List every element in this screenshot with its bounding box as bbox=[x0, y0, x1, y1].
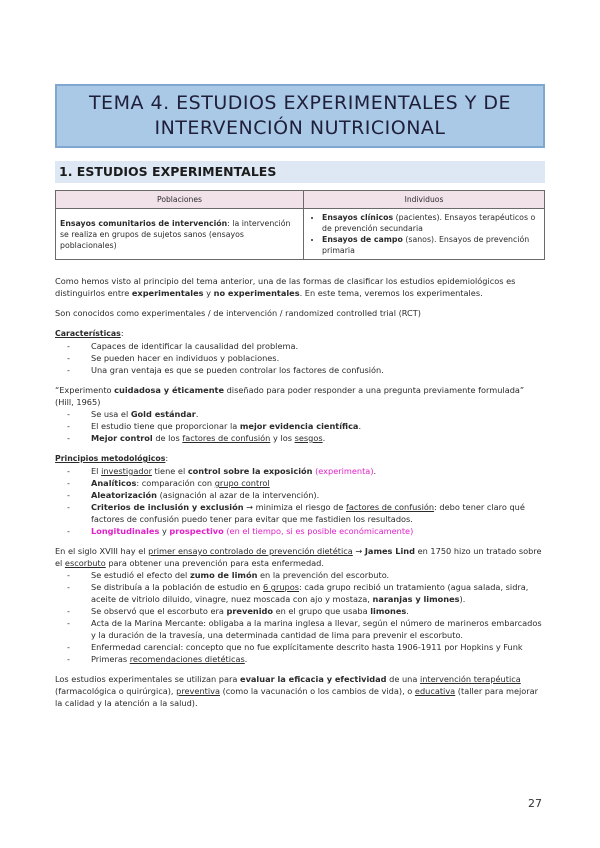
ensayos-campo-label: Ensayos de campo bbox=[322, 235, 403, 244]
list-item bbox=[322, 234, 540, 256]
list-item: - Mejor control de los factores de confusión y los sesgos. bbox=[91, 432, 545, 444]
list-item: - Aleatorización (asignación al azar de la intervención). bbox=[91, 489, 545, 501]
list-item: - Se distribuía a la población de estudio en 6 grupos: cada grupo recibió un tratamiento (agua salada, sidra, aceite de vitriolo diluido, vinagre, nuez moscada con ajo y mostaza, naranjas y limones). bbox=[91, 581, 545, 605]
closing-paragraph: Los estudios experimentales se utilizan para evaluar la eficacia y efectividad de una intervención terapéutica (farmacológica o quirúrgica), preventiva (como la vacunación o los cambios de vida), o educativa (taller para mejorar la calidad y la atención a la salud). bbox=[55, 674, 539, 708]
table-cell-poblaciones bbox=[56, 209, 304, 260]
caracteristicas-heading: Características: bbox=[55, 328, 124, 338]
quote-list bbox=[55, 408, 545, 444]
title-box bbox=[55, 84, 545, 148]
ensayos-clinicos-label: Ensayos clínicos bbox=[322, 213, 394, 222]
ensayos-comunitarios-label: Ensayos comunitarios de intervención bbox=[60, 218, 228, 228]
intro-paragraph: Como hemos visto al principio del tema anterior, una de las formas de clasificar los estudios epidemiológicos es distinguirlos entre experimentales y no experimentales. En este tema, veremos los experimentales. bbox=[55, 276, 516, 298]
list-item: - Longitudinales y prospectivo (en el tiempo, si es posible económicamente) bbox=[91, 525, 545, 537]
lind-paragraph: En el siglo XVIII hay el primer ensayo controlado de prevención dietética → James Lind en 1750 hizo un tratado sobre el escorbuto para obtener una prevención para esta enfermedad. bbox=[55, 546, 542, 568]
list-item: - Analíticos: comparación con grupo control bbox=[91, 477, 545, 489]
list-item: - Se pueden hacer en individuos y poblaciones. bbox=[91, 352, 545, 364]
aka-paragraph: Son conocidos como experimentales / de intervención / randomized controlled trial (RCT) bbox=[55, 308, 421, 318]
lind-list bbox=[55, 569, 545, 665]
list-item: - Capaces de identificar la causalidad del problema. bbox=[91, 340, 545, 352]
list-item: - Una gran ventaja es que se pueden controlar los factores de confusión. bbox=[91, 364, 545, 376]
list-item: - Criterios de inclusión y exclusión → minimiza el riesgo de factores de confusión: debo tener claro qué factores de confusión puedo tener para evitar que me fastidien los resultados. bbox=[91, 501, 545, 525]
list-item: - Enfermedad carencial: concepto que no fue explícitamente descrito hasta 1906-1911 por Hopkins y Funk bbox=[91, 641, 545, 653]
caracteristicas-list bbox=[55, 340, 545, 376]
list-item: - Acta de la Marina Mercante: obligaba a la marina inglesa a llevar, según el número de marineros embarcados y la duración de la travesía, una determinada cantidad de lima para prevenir el escorbuto. bbox=[91, 617, 545, 641]
ensayos-campo-text: (sanos). Ensayos de prevención primaria bbox=[322, 235, 530, 255]
list-item: - Se observó que el escorbuto era prevenido en el grupo que usaba limones. bbox=[91, 605, 545, 617]
list-item: - El estudio tiene que proporcionar la mejor evidencia científica. bbox=[91, 420, 545, 432]
page-number: 27 bbox=[528, 797, 542, 810]
principios-heading: Principios metodológicos: bbox=[55, 453, 169, 463]
principios-list bbox=[55, 465, 545, 537]
list-item: - El investigador tiene el control sobre la exposición (experimenta). bbox=[91, 465, 545, 477]
ensayos-comunitarios-text: : la intervención se realiza en grupos de sujetos sanos (ensayos poblacionales) bbox=[60, 218, 291, 250]
section-heading: 1. ESTUDIOS EXPERIMENTALES bbox=[59, 164, 277, 179]
table-header-poblaciones: Poblaciones bbox=[56, 191, 304, 209]
ensayos-clinicos-text: (pacientes). Ensayos terapéuticos o de prevención secundaria bbox=[322, 213, 536, 233]
table-cell-individuos bbox=[304, 209, 545, 260]
page-title: TEMA 4. ESTUDIOS EXPERIMENTALES Y DE INTERVENCIÓN NUTRICIONAL bbox=[88, 92, 512, 139]
table-header-individuos: Individuos bbox=[304, 191, 545, 209]
list-item: - Primeras recomendaciones dietéticas. bbox=[91, 653, 545, 665]
body-content bbox=[55, 275, 545, 717]
list-item bbox=[322, 212, 540, 234]
list-item: - Se usa el Gold estándar. bbox=[91, 408, 545, 420]
list-item: - Se estudió el efecto del zumo de limón en la prevención del escorbuto. bbox=[91, 569, 545, 581]
hill-quote: “Experimento cuidadosa y éticamente diseñado para poder responder a una pregunta previamente formulada” (Hill, 1965) bbox=[55, 385, 525, 407]
section-bar bbox=[55, 161, 545, 183]
populations-individuals-table bbox=[55, 190, 545, 260]
